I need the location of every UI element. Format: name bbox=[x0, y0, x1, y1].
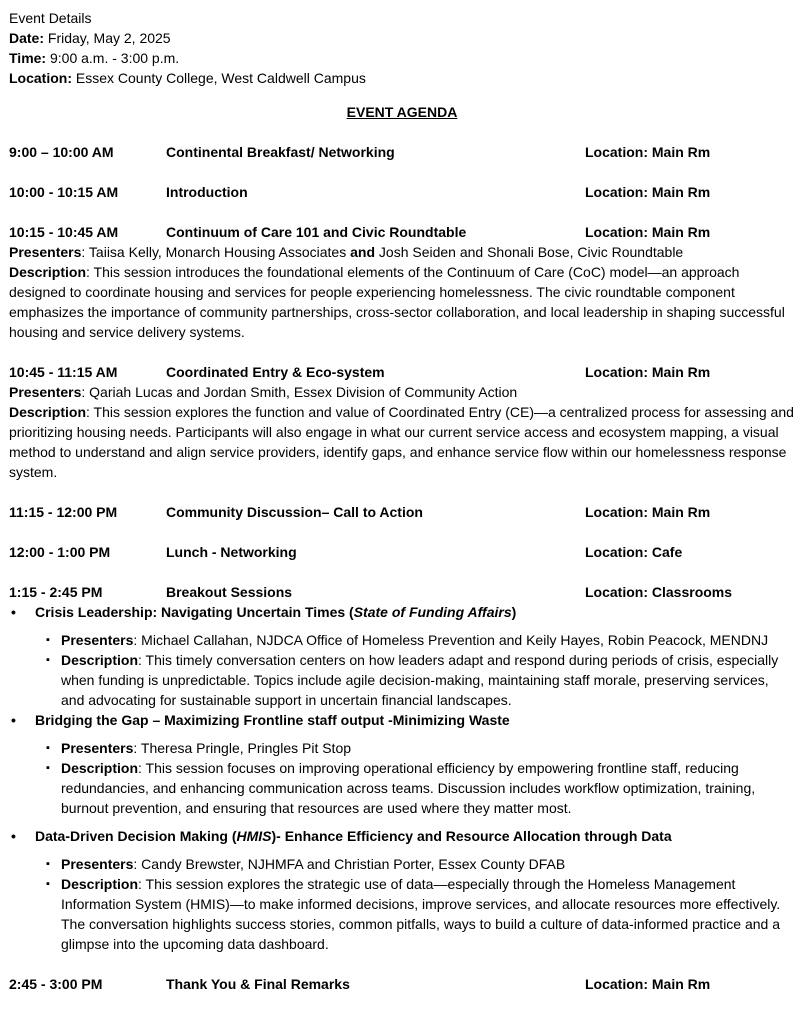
agenda-title-text: Lunch - Networking bbox=[166, 544, 297, 560]
event-time bbox=[9, 48, 795, 68]
breakout-presenters bbox=[9, 854, 795, 874]
agenda-time: 1:15 - 2:45 PM bbox=[9, 584, 103, 600]
agenda-item-coordinated-entry bbox=[9, 362, 795, 382]
breakout-presenters bbox=[9, 630, 795, 650]
presenters-text: : Theresa Pringle, Pringles Pit Stop bbox=[133, 740, 352, 756]
square-bullet-icon: ▪ bbox=[46, 654, 50, 666]
agenda-item-coc bbox=[9, 222, 795, 242]
event-document bbox=[9, 8, 795, 994]
event-location bbox=[9, 68, 795, 88]
description-text: : This session introduces the foundational elements of the Continuum of Care (CoC) model—an approach designed to coordinate housing and services for people experiencing homelessness. The civic roundtable component emphasizes the importance of community partnerships, cross-sector collaboration, and local leadership in shaping successful housing and service delivery systems. bbox=[9, 264, 785, 340]
square-bullet-icon: ▪ bbox=[46, 858, 50, 870]
coc-presenters bbox=[9, 242, 795, 262]
breakout-presenters bbox=[9, 738, 795, 758]
bullet-icon: • bbox=[11, 828, 16, 844]
agenda-title-text: Continuum of Care 101 and Civic Roundtable bbox=[166, 224, 467, 240]
presenters-label: Presenters bbox=[61, 856, 134, 872]
description-label: Description bbox=[61, 760, 139, 776]
agenda-item-breakfast bbox=[9, 142, 795, 162]
presenters-text: : Candy Brewster, NJHMFA and Christian Porter, Essex County DFAB bbox=[133, 856, 566, 872]
breakout-session bbox=[9, 826, 795, 846]
presenters-label: Presenters bbox=[9, 384, 82, 400]
bullet-icon: • bbox=[11, 712, 16, 728]
breakout-description bbox=[9, 874, 795, 954]
description-text: : This timely conversation centers on how leaders adapt and respond during periods of crisis, especially when funding is unpredictable. Topics include agile decision-making, maintaining staff morale, preserving services, and advocating for sustainable support in uncertain financial landscapes. bbox=[61, 652, 779, 708]
bullet-icon: • bbox=[11, 604, 16, 620]
date-label: Date: bbox=[9, 30, 45, 46]
agenda-time: 10:15 - 10:45 AM bbox=[9, 224, 119, 240]
presenters-text: : Taiisa Kelly, Monarch Housing Associates bbox=[81, 244, 351, 260]
presenters-label: Presenters bbox=[9, 244, 82, 260]
agenda-location: Location: Main Rm bbox=[585, 184, 711, 200]
event-date bbox=[9, 28, 795, 48]
date-value: Friday, May 2, 2025 bbox=[44, 30, 171, 46]
agenda-item-final-remarks bbox=[9, 974, 795, 994]
presenters-text: : Qariah Lucas and Jordan Smith, Essex Division of Community Action bbox=[81, 384, 518, 400]
agenda-item-introduction bbox=[9, 182, 795, 202]
agenda-time: 2:45 - 3:00 PM bbox=[9, 976, 103, 992]
breakout-title: ) bbox=[511, 604, 517, 620]
ce-description bbox=[9, 402, 795, 482]
breakout-session bbox=[9, 710, 795, 730]
breakout-title: Crisis Leadership: Navigating Uncertain Times ( bbox=[35, 604, 354, 620]
time-label: Time: bbox=[9, 50, 47, 66]
breakout-title-emphasis: HMIS bbox=[236, 828, 272, 844]
square-bullet-icon: ▪ bbox=[46, 762, 50, 774]
agenda-time: 10:00 - 10:15 AM bbox=[9, 184, 119, 200]
breakout-title: Data-Driven Decision Making ( bbox=[35, 828, 237, 844]
agenda-time: 10:45 - 11:15 AM bbox=[9, 364, 118, 380]
description-label: Description bbox=[9, 264, 87, 280]
presenters-and: and bbox=[350, 244, 376, 260]
time-value: 9:00 a.m. - 3:00 p.m. bbox=[46, 50, 180, 66]
agenda-title-text: Coordinated Entry & Eco-system bbox=[166, 364, 385, 380]
agenda-item-community-discussion bbox=[9, 502, 795, 522]
agenda-item-breakouts bbox=[9, 582, 795, 602]
agenda-location: Location: Cafe bbox=[585, 544, 683, 560]
breakout-title: )- Enhance Efficiency and Resource Allocation through Data bbox=[271, 828, 672, 844]
location-value: Essex County College, West Caldwell Campus bbox=[72, 70, 366, 86]
square-bullet-icon: ▪ bbox=[46, 742, 50, 754]
breakout-title-emphasis: State of Funding Affairs bbox=[353, 604, 512, 620]
description-text: : This session explores the function and value of Coordinated Entry (CE)—a centralized process for assessing and prioritizing housing needs. Participants will also engage in what our current service access and ecosystem mapping, a visual method to understand and align service providers, identify gaps, and enhance service flow within our homelessness response system. bbox=[9, 404, 794, 480]
agenda-location: Location: Main Rm bbox=[585, 224, 711, 240]
breakout-session bbox=[9, 602, 795, 622]
agenda-title-text: Continental Breakfast/ Networking bbox=[166, 144, 395, 160]
ce-presenters bbox=[9, 382, 795, 402]
presenters-text: : Michael Callahan, NJDCA Office of Homeless Prevention and Keily Hayes, Robin Peacock, MENDNJ bbox=[133, 632, 769, 648]
agenda-title-text: Introduction bbox=[166, 184, 248, 200]
agenda-time: 9:00 – 10:00 AM bbox=[9, 144, 114, 160]
agenda-title: EVENT AGENDA bbox=[346, 104, 458, 120]
presenters-label: Presenters bbox=[61, 740, 134, 756]
coc-description bbox=[9, 262, 795, 342]
description-label: Description bbox=[9, 404, 87, 420]
agenda-location: Location: Main Rm bbox=[585, 976, 711, 992]
description-label: Description bbox=[61, 876, 139, 892]
presenters-text: Josh Seiden and Shonali Bose, Civic Roundtable bbox=[375, 244, 684, 260]
agenda-time: 11:15 - 12:00 PM bbox=[9, 504, 118, 520]
square-bullet-icon: ▪ bbox=[46, 634, 50, 646]
agenda-item-lunch bbox=[9, 542, 795, 562]
breakout-description bbox=[9, 758, 795, 818]
event-details-heading: Event Details bbox=[9, 10, 92, 26]
presenters-label: Presenters bbox=[61, 632, 134, 648]
square-bullet-icon: ▪ bbox=[46, 878, 50, 890]
breakout-title: Bridging the Gap – Maximizing Frontline staff output -Minimizing Waste bbox=[35, 712, 510, 728]
agenda-location: Location: Main Rm bbox=[585, 364, 711, 380]
agenda-title-text: Community Discussion– Call to Action bbox=[166, 504, 423, 520]
agenda-location: Location: Main Rm bbox=[585, 144, 711, 160]
agenda-location: Location: Classrooms bbox=[585, 584, 733, 600]
agenda-title-text: Breakout Sessions bbox=[166, 584, 293, 600]
description-label: Description bbox=[61, 652, 139, 668]
agenda-time: 12:00 - 1:00 PM bbox=[9, 544, 111, 560]
breakout-description bbox=[9, 650, 795, 710]
agenda-title-text: Thank You & Final Remarks bbox=[166, 976, 350, 992]
description-text: : This session explores the strategic use of data—especially through the Homeless Management Information System (HMIS)—to make informed decisions, improve services, and allocate resources more effectively. The conversation highlights success stories, common pitfalls, ways to build a culture of data-informed practice and a glimpse into the upcoming data dashboard. bbox=[61, 876, 781, 952]
description-text: : This session focuses on improving operational efficiency by empowering frontline staff, reducing redundancies, and enhancing communication across teams. Discussion includes workflow optimization, training, burnout prevention, and ensuring that resources are used where they matter most. bbox=[61, 760, 756, 816]
agenda-location: Location: Main Rm bbox=[585, 504, 711, 520]
location-label: Location: bbox=[9, 70, 72, 86]
